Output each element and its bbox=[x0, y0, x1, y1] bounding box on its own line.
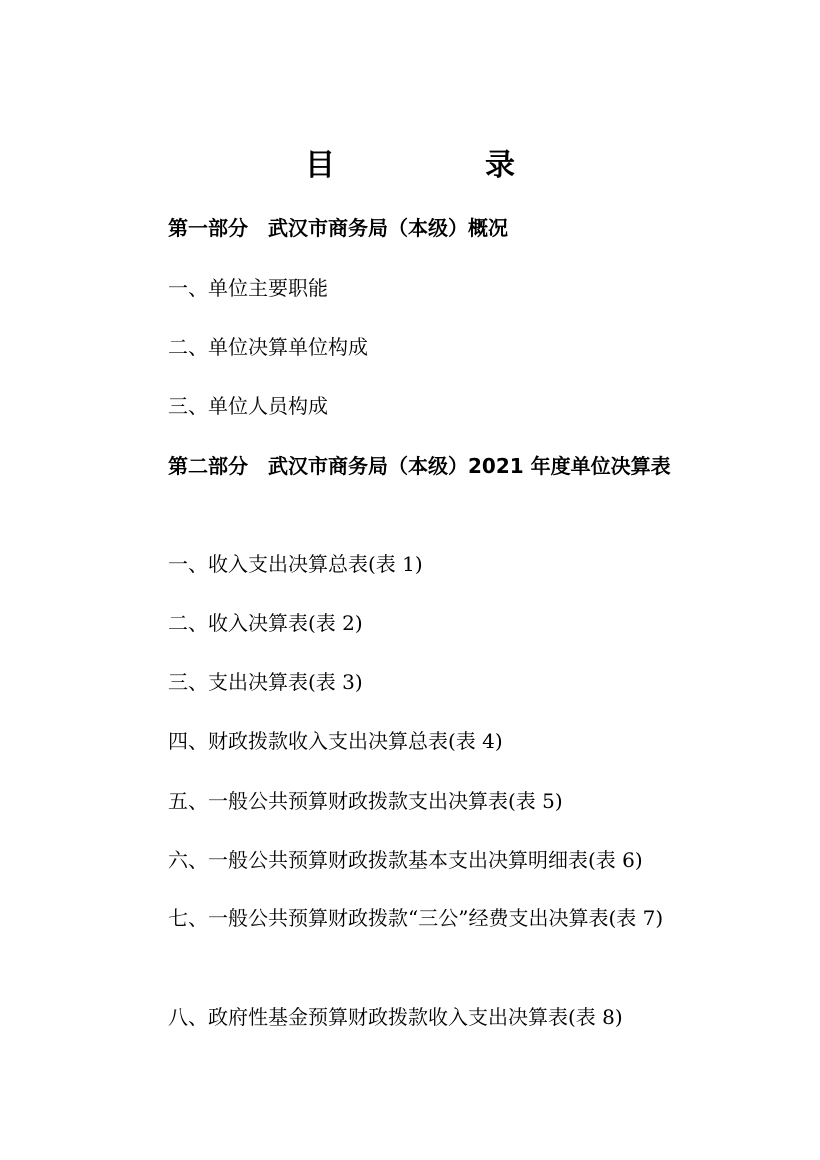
part2-heading: 第二部分 武汉市商务局（本级）2021 年度单位决算表 bbox=[168, 454, 671, 478]
toc-item: 二、单位决算单位构成 bbox=[168, 335, 368, 359]
toc-item: 五、一般公共预算财政拨款支出决算表(表 5) bbox=[168, 789, 563, 813]
toc-item: 一、单位主要职能 bbox=[168, 276, 328, 300]
toc-item: 三、支出决算表(表 3) bbox=[168, 670, 363, 694]
part1-heading: 第一部分 武汉市商务局（本级）概况 bbox=[168, 216, 508, 240]
toc-item: 一、收入支出决算总表(表 1) bbox=[168, 552, 423, 576]
toc-item: 三、单位人员构成 bbox=[168, 394, 328, 418]
page-title: 目 录 bbox=[305, 148, 575, 183]
toc-item: 七、一般公共预算财政拨款“三公”经费支出决算表(表 7) bbox=[168, 906, 664, 930]
toc-item: 八、政府性基金预算财政拨款收入支出决算表(表 8) bbox=[168, 1005, 623, 1029]
toc-item: 六、一般公共预算财政拨款基本支出决算明细表(表 6) bbox=[168, 848, 643, 872]
toc-item: 四、财政拨款收入支出决算总表(表 4) bbox=[168, 729, 503, 753]
toc-item: 二、收入决算表(表 2) bbox=[168, 611, 363, 635]
